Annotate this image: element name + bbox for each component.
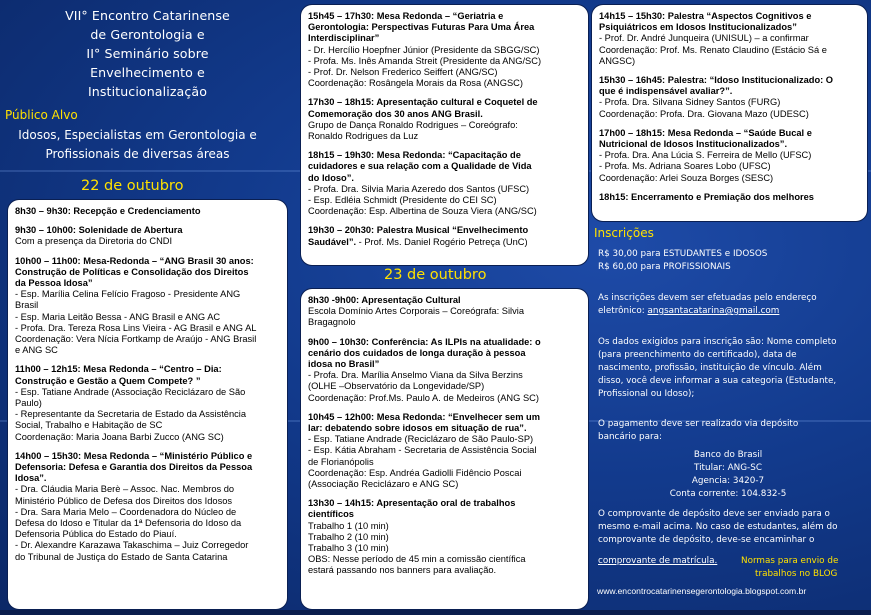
bank-holder: Titular: ANG-SC bbox=[694, 463, 762, 473]
session-detail: - Dr. Alexandre Karazawa Takaschima – Juiz Corregedor bbox=[15, 540, 249, 551]
session-title bbox=[599, 86, 861, 97]
session-detail: - Prof. Dr. Nelson Frederico Seiffert (ANG/SC) bbox=[308, 67, 498, 78]
session-detail: (OLHE –Observatório da Longevidade/SP) bbox=[308, 381, 485, 392]
session-title-text: 11h00 – 12h15: Mesa Redonda – “Centro – Dia: bbox=[15, 364, 222, 375]
session-title bbox=[15, 267, 281, 278]
session-detail: Coordenação: Prof.Ms. Paulo A. de Medeiros (ANG SC) bbox=[308, 392, 539, 403]
event-title-line: Envelhecimento e bbox=[90, 65, 205, 80]
session-item bbox=[599, 11, 861, 67]
event-title bbox=[0, 6, 295, 101]
session-title-text: Construção e Gestão a Quem Compete? ” bbox=[15, 375, 201, 386]
session-detail: OBS: Nesse período de 45 min a comissão científica bbox=[308, 554, 526, 565]
session-title bbox=[308, 337, 582, 348]
session-detail: - Esp. Tatiane Andrade (Associação Reciclázaro de São bbox=[15, 386, 246, 397]
session-item bbox=[599, 192, 861, 203]
session-detail: Ronaldo Rodrigues da Luz bbox=[308, 131, 419, 142]
session-title-text: 8h30 -9h00: Apresentação Cultural bbox=[308, 295, 461, 305]
audience-text bbox=[0, 126, 275, 164]
day1-heading: 22 de outubro bbox=[81, 178, 184, 194]
session-detail: ANGSC) bbox=[599, 55, 636, 66]
session-item bbox=[15, 206, 281, 217]
session-title-text: 18h15: Encerramento e Premiação dos melhores bbox=[599, 191, 814, 202]
session-title-text: Gerontologia: Perspectivas Futuras Para Uma Área bbox=[308, 22, 535, 33]
price-students: R$ 30,00 para ESTUDANTES e IDOSOS bbox=[598, 249, 768, 259]
session-title-text: do Idoso”. bbox=[308, 172, 354, 183]
session-detail: - Profa. Dra. Tereza Rosa Lins Vieira - AG Brasil e ANG AL bbox=[15, 322, 257, 333]
session-detail: de Florianópolis bbox=[308, 456, 374, 467]
session-detail: Grupo de Dança Ronaldo Rodrigues – Coreógrafo: bbox=[308, 119, 518, 130]
session-title bbox=[308, 423, 582, 434]
session-detail: Coordenação: Rosângela Morais da Rosa (ANGSC) bbox=[308, 78, 523, 89]
session-title bbox=[15, 206, 281, 217]
receipt-line: comprovante de depósito, deve-se encaminhar o bbox=[598, 535, 815, 545]
session-title-text: 14h00 – 15h30: Mesa Redonda – “Ministério Público e bbox=[15, 450, 253, 461]
session-title bbox=[15, 376, 281, 387]
bank-account: Conta corrente: 104.832-5 bbox=[669, 489, 787, 499]
session-item bbox=[308, 150, 582, 217]
session-title bbox=[308, 412, 582, 423]
session-title-text: 13h30 – 14h15: Apresentação oral de trabalhos bbox=[308, 498, 516, 509]
session-title bbox=[599, 192, 861, 203]
email-link[interactable]: angsantacatarina@gmail.com bbox=[647, 306, 780, 316]
session-title bbox=[15, 473, 281, 484]
schedule-card-day2-afternoon bbox=[592, 5, 867, 221]
session-title-text: Idosa”. bbox=[15, 473, 47, 484]
session-detail: Defesa do Idoso e Titular da 1ª Defensoria do Idoso da bbox=[15, 518, 242, 529]
session-title-text: Interdisciplinar” bbox=[308, 33, 380, 44]
session-title-text: científicos bbox=[308, 509, 354, 520]
session-detail: Coordenação: Prof. Ms. Renato Claudino (Estácio Sá e bbox=[599, 44, 827, 55]
session-title bbox=[599, 128, 861, 139]
session-item bbox=[308, 337, 582, 404]
session-detail: Brasil bbox=[15, 300, 39, 311]
session-title bbox=[308, 237, 582, 248]
session-item bbox=[15, 225, 281, 247]
session-item bbox=[308, 295, 582, 329]
session-detail: - Profa. Dra. Ana Lúcia S. Ferreira de Mello (UFSC) bbox=[599, 150, 812, 161]
session-title bbox=[15, 462, 281, 473]
session-title bbox=[308, 22, 582, 33]
audience-line: Idosos, Especialistas em Gerontologia e bbox=[18, 128, 257, 142]
session-title bbox=[599, 11, 861, 22]
session-detail: Coordenação: Maria Joana Barbi Zucco (ANG SC) bbox=[15, 431, 224, 442]
schedule-card-day1-morning bbox=[8, 200, 287, 609]
session-title bbox=[15, 364, 281, 375]
session-detail: estará passando nos banners para avaliação. bbox=[308, 565, 497, 576]
event-title-line: de Gerontologia e bbox=[90, 27, 205, 42]
session-title bbox=[15, 256, 281, 267]
session-title-text: Psiquiátricos em Idosos Institucionalizados” bbox=[599, 22, 797, 33]
session-detail: Ministério Público de Defesa dos Direitos dos Idosos bbox=[15, 495, 233, 506]
session-detail: - Esp. Marília Celina Felício Fragoso - Presidente ANG bbox=[15, 289, 241, 300]
session-detail: - Esp. Maria Leitão Bessa - ANG Brasil e ANG AC bbox=[15, 311, 221, 322]
session-detail: - Prof. Dr. André Junqueira (UNISUL) – a confirmar bbox=[599, 33, 809, 44]
session-title-text: 15h45 – 17h30: Mesa Redonda – “Geriatria e bbox=[308, 11, 504, 21]
session-title bbox=[308, 498, 582, 509]
schedule-card-day2-morning bbox=[301, 289, 588, 609]
session-title-text: 14h15 – 15h30: Palestra “Aspectos Cognitivos e bbox=[599, 11, 812, 21]
session-item bbox=[15, 364, 281, 442]
session-detail: Bragagnolo bbox=[308, 317, 356, 328]
receipt-line: O comprovante de depósito deve ser enviado para o bbox=[598, 509, 830, 519]
session-detail: - Profa. Dra. Silvana Sidney Santos (FURG) bbox=[599, 97, 781, 108]
session-item bbox=[308, 11, 582, 89]
session-detail: - Representante da Secretaria de Estado da Assistência bbox=[15, 409, 247, 420]
session-detail: - Dra. Sara Maria Melo – Coordenadora do Núcleo de bbox=[15, 506, 237, 517]
registration-instruction: As inscrições devem ser efetuadas pelo endereço bbox=[598, 293, 817, 303]
session-title bbox=[308, 11, 582, 22]
required-data-line: nascimento, profissão, instituição de vínculo. Além bbox=[598, 363, 822, 373]
session-item bbox=[308, 498, 582, 576]
session-title-text: que é indispensável avaliar?”. bbox=[599, 86, 733, 97]
event-title-line: II° Seminário sobre bbox=[86, 46, 209, 61]
session-detail: - Profa. Ms. Adriana Soares Lobo (UFSC) bbox=[599, 161, 771, 172]
session-detail: - Profa. Ms. Inês Amanda Streit (Presidente da ANG/SC) bbox=[308, 55, 542, 66]
session-title-text: Construção de Políticas e Consolidação dos Direitos bbox=[15, 266, 249, 277]
session-title bbox=[308, 359, 582, 370]
session-title-text: Saudável”. bbox=[308, 236, 357, 247]
session-title bbox=[308, 225, 582, 236]
schedule-card-day1-evening bbox=[301, 5, 588, 265]
receipt-link-line bbox=[598, 555, 717, 567]
session-detail: Trabalho 3 (10 min) bbox=[308, 543, 389, 554]
session-item bbox=[308, 225, 582, 247]
session-detail: Coordenação: Esp. Albertina de Souza Viera (ANG/SC) bbox=[308, 206, 537, 217]
session-title-text: 15h30 – 16h45: Palestra: “Idoso Institucionalizado: O bbox=[599, 75, 834, 86]
required-data-line: (para preenchimento do certificado), data de bbox=[598, 350, 797, 360]
session-detail: Trabalho 2 (10 min) bbox=[308, 531, 389, 542]
session-detail: Coordenação: Vera Nícia Fortkamp de Araújo - ANG Brasil bbox=[15, 334, 257, 345]
session-item bbox=[15, 256, 281, 357]
session-title bbox=[308, 348, 582, 359]
session-detail: - Esp. Tatiane Andrade (Reciclázaro de São Paulo-SP) bbox=[308, 434, 534, 445]
session-item bbox=[599, 75, 861, 120]
session-detail: Com a presença da Diretoria do CNDI bbox=[15, 236, 173, 247]
session-detail: Social, Trabalho e Habitação de SC bbox=[15, 420, 163, 431]
session-item bbox=[308, 412, 582, 490]
session-title bbox=[15, 225, 281, 236]
session-title-text: 9h00 – 10h30: Conferência: As ILPIs na atualidade: o bbox=[308, 336, 541, 347]
price-professionals: R$ 60,00 para PROFISSIONAIS bbox=[598, 262, 731, 272]
session-title-text: Comemoração dos 30 anos ANG Brasil. bbox=[308, 108, 483, 119]
audience-line: Profissionais de diversas áreas bbox=[45, 147, 230, 161]
session-detail: e ANG SC bbox=[15, 345, 58, 356]
session-title bbox=[308, 109, 582, 120]
session-detail: Coordenação: Arlei Souza Borges (SESC) bbox=[599, 172, 774, 183]
event-title-line: Institucionalização bbox=[87, 84, 207, 99]
session-detail: - Dra. Cláudia Maria Berè – Assoc. Nac. Membros do bbox=[15, 484, 235, 495]
session-title-text: 18h15 – 19h30: Mesa Redonda: “Capacitação de bbox=[308, 150, 521, 161]
session-title bbox=[599, 22, 861, 33]
session-detail: - Esp. Kátia Abraham - Secretaria de Assistência Social bbox=[308, 445, 537, 456]
footer-bar bbox=[0, 610, 871, 615]
session-title bbox=[308, 33, 582, 44]
session-title-text: da Pessoa Idosa” bbox=[15, 278, 93, 289]
enrollment-proof-link[interactable]: comprovante de matrícula. bbox=[598, 556, 718, 566]
email-prefix: eletrônico: bbox=[598, 306, 648, 316]
payment-line: bancário para: bbox=[598, 432, 662, 442]
session-title bbox=[308, 295, 582, 306]
session-title bbox=[308, 161, 582, 172]
session-detail: do Tribunal de Justiça do Estado de Santa Catarina bbox=[15, 551, 228, 562]
session-title-text: cenário dos cuidados de longa duração à pessoa bbox=[308, 347, 526, 358]
session-title-text: lar: debatendo sobre idosos em situação de rua”. bbox=[308, 423, 527, 434]
required-data-line: Os dados exigidos para inscrição são: Nome completo bbox=[598, 337, 837, 347]
session-title bbox=[308, 509, 582, 520]
guidelines-link[interactable]: Normas para envio de bbox=[741, 556, 839, 566]
session-item bbox=[599, 128, 861, 184]
session-title bbox=[308, 173, 582, 184]
session-title-text: 10h00 – 11h00: Mesa-Redonda – “ANG Brasil 30 anos: bbox=[15, 255, 254, 266]
bank-agency: Agencia: 3420-7 bbox=[691, 476, 765, 486]
session-detail: - Profa. Dra. Silvia Maria Azeredo dos Santos (UFSC) bbox=[308, 183, 530, 194]
session-detail: Escola Domínio Artes Corporais – Coreógrafa: Silvia bbox=[308, 306, 524, 317]
session-item bbox=[15, 451, 281, 563]
guidelines-link-line2[interactable]: trabalhos no BLOG bbox=[755, 569, 838, 579]
session-detail: - Prof. Ms. Daniel Rogério Petreça (UnC) bbox=[358, 236, 528, 247]
required-data-line: disso, você deve informar a sua categoria (Estudante, bbox=[598, 376, 837, 386]
session-title-text: 17h00 – 18h15: Mesa Redonda – “Saúde Bucal e bbox=[599, 127, 812, 138]
payment-line: O pagamento deve ser realizado via depósito bbox=[598, 419, 799, 429]
session-detail: Paulo) bbox=[15, 398, 42, 409]
session-detail: Coordenação: Esp. Andréa Gadiolli Fidêncio Poscai bbox=[308, 467, 522, 478]
session-title-text: Defensoria: Defesa e Garantia dos Direitos da Pessoa bbox=[15, 462, 253, 473]
audience-heading: Público Alvo bbox=[5, 108, 78, 122]
registration-email-line bbox=[598, 305, 779, 317]
session-detail: - Esp. Edléia Schmidt (Presidente do CEI SC) bbox=[308, 195, 497, 206]
session-title-text: 19h30 – 20h30: Palestra Musical “Envelhecimento bbox=[308, 225, 529, 236]
session-item bbox=[308, 97, 582, 142]
day2-heading: 23 de outubro bbox=[384, 267, 487, 283]
session-title-text: 10h45 – 12h00: Mesa Redonda: “Envelhecer sem um bbox=[308, 411, 541, 422]
session-detail: - Profa. Dra. Marília Anselmo Viana da Silva Berzins bbox=[308, 370, 523, 381]
session-title-text: cuidadores e sua relação com a Qualidade de Vida bbox=[308, 161, 532, 172]
blog-url[interactable]: www.encontrocatarinensegerontologia.blogspot.com.br bbox=[597, 586, 807, 596]
session-detail: - Dr. Hercílio Hoepfner Júnior (Presidente da SBGG/SC) bbox=[308, 44, 540, 55]
session-title-text: 9h30 – 10h00: Solenidade de Abertura bbox=[15, 225, 183, 236]
receipt-line: mesmo e-mail acima. No caso de estudantes, além do bbox=[598, 522, 838, 532]
session-title bbox=[599, 139, 861, 150]
session-title-text: 8h30 – 9h30: Recepção e Credenciamento bbox=[15, 206, 201, 216]
session-title bbox=[308, 97, 582, 108]
session-detail: Coordenação: Profa. Dra. Giovana Mazo (UDESC) bbox=[599, 108, 809, 119]
session-title-text: idosa no Brasil” bbox=[308, 359, 380, 370]
session-detail: Defensoria Pública do Estado do Piauí. bbox=[15, 529, 177, 540]
session-title-text: Nutricional de Idosos Institucionalizados”. bbox=[599, 139, 788, 150]
session-detail: Trabalho 1 (10 min) bbox=[308, 520, 389, 531]
session-title-text: 17h30 – 18h15: Apresentação cultural e Coquetel de bbox=[308, 97, 538, 108]
bank-name: Banco do Brasil bbox=[693, 450, 763, 460]
session-title bbox=[599, 75, 861, 86]
session-detail: (Associação Reciclázaro e ANG SC) bbox=[308, 479, 459, 490]
event-title-line: VII° Encontro Catarinense bbox=[65, 8, 230, 23]
session-title bbox=[308, 150, 582, 161]
session-title bbox=[15, 278, 281, 289]
session-title bbox=[15, 451, 281, 462]
required-data-line: Profissional ou Idoso); bbox=[598, 389, 695, 399]
registration-heading: Inscrições bbox=[594, 226, 654, 240]
